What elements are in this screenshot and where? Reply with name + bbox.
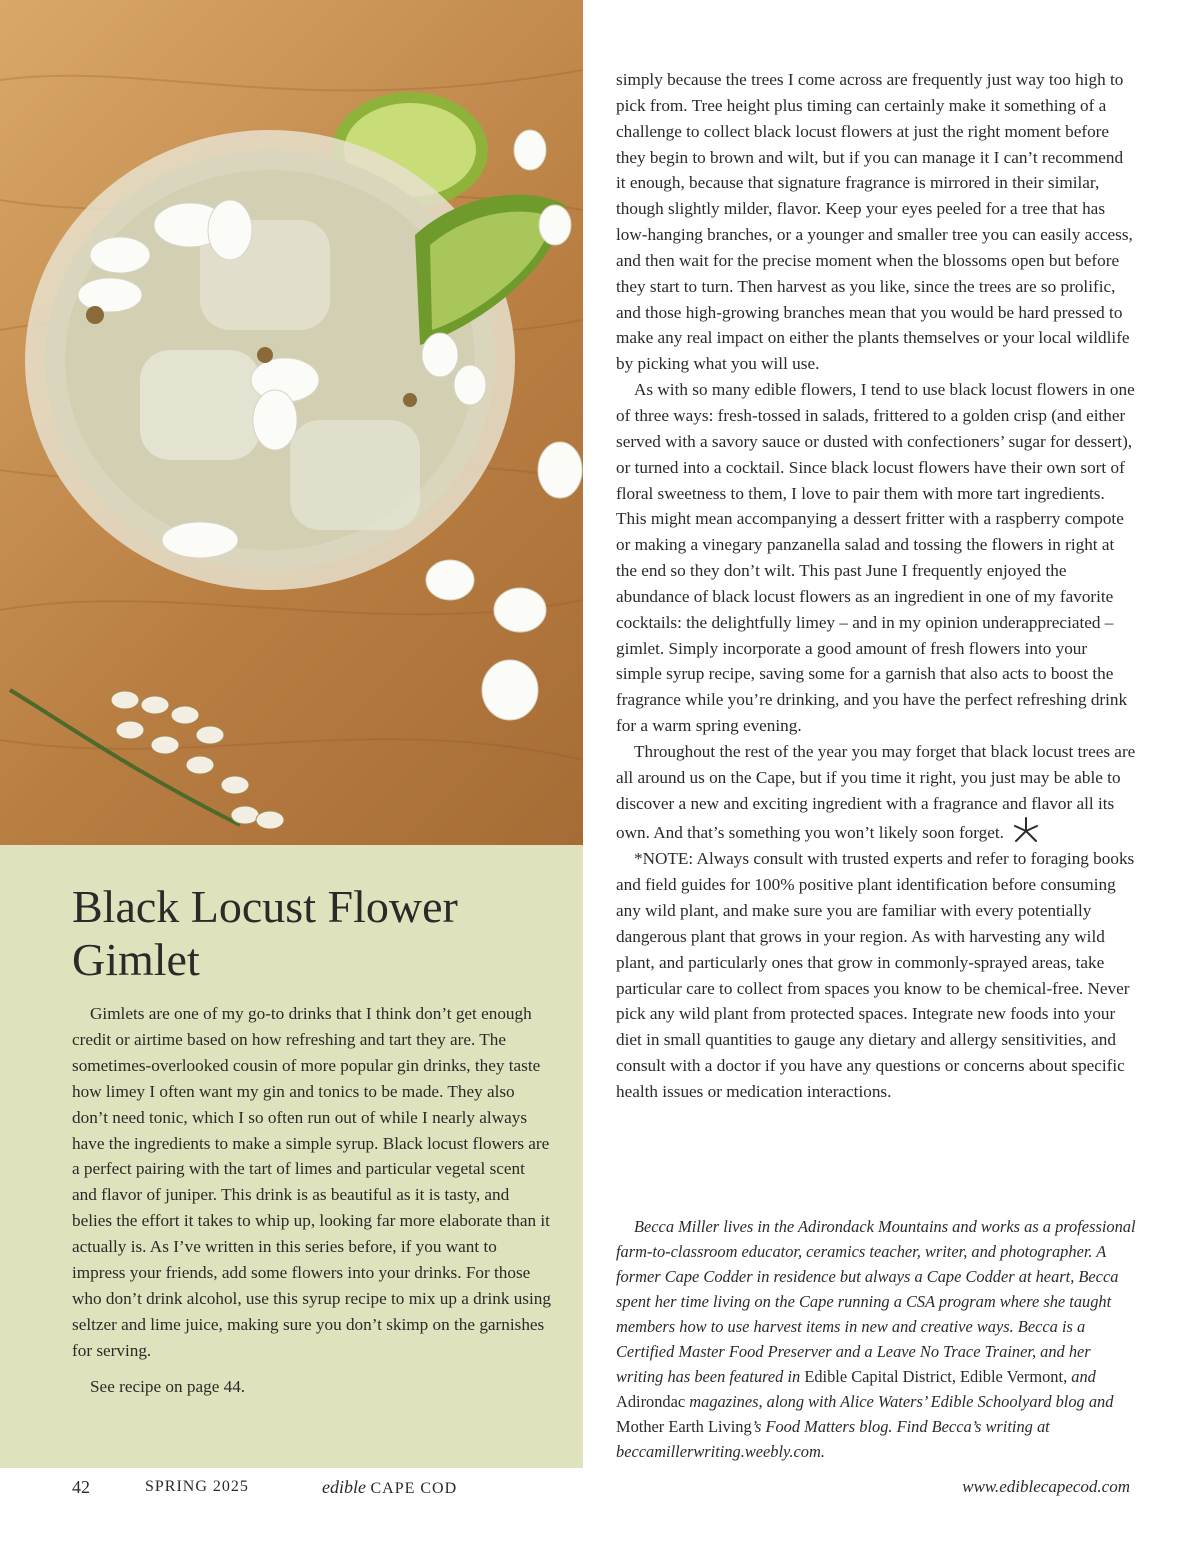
article-paragraph [616, 739, 1136, 846]
bio-text: ’s Food Matters blog. Find Becca’s writing at beccamillerwriting.weebly.com. [616, 1417, 1050, 1461]
website-link[interactable]: www.ediblecapecod.com [962, 1477, 1130, 1496]
article-paragraph: simply because the trees I come across are frequently just way too high to pick from. Tree height plus timing can certainly make it something of a challenge to collect black locust flowers at just the right moment before they begin to brown and wilt, but if you can manage it I can’t recommend it enough, because that signature fragrance is mirrored in their similar, though slightly milder, flavor. Keep your eyes peeled for a tree that has low-hanging branches, or a younger and smaller tree you can easily access, and then wait for the precise moment when the blossoms open but before they start to turn. Then harvest as you like, since the trees are so prolific, and those high-growing branches mean that you would be hard pressed to make any real impact on either the plants themselves or your local wildlife by picking what you will use. [616, 70, 1133, 374]
safety-note: *NOTE: Always consult with trusted experts and refer to foraging books and field guides for 100% positive plant identification before consuming any wild plant, and make sure you are familiar with every potentially dangerous plant that grows in your region. As with harvesting any wild plant, and particularly ones that grow in commonly-sprayed areas, take particular care to collect from spaces you know to be chemical-free. Never pick any wild plant from protected spaces. Integrate new foods into your diet in small quantities to gauge any dietary and allergy sensitivities, and consult with a doctor if you have any questions or concerns about specific health issues or medication interactions. [616, 849, 1135, 1101]
recipe-reference: See recipe on page 44. [90, 1376, 246, 1396]
author-bio [616, 1214, 1136, 1464]
bio-text: , and [1063, 1367, 1096, 1386]
publication-name: Adirondac [616, 1392, 686, 1411]
bio-paragraph [616, 1214, 1136, 1464]
recipe-title: Black Locust Flower Gimlet [72, 881, 458, 985]
publication-name: Edible Vermont [960, 1367, 1064, 1386]
issue-label: SPRING 2025 [145, 1478, 249, 1495]
bio-text: Becca Miller lives in the Adirondack Mountains and works as a professional farm-to-classroom educator, ceramics teacher, writer, and photographer. A former Cape Codder in residence but always a Cape Codder at heart, Becca spent her time living on the Cape running a CSA program where she taught members how to use harvest items in new and creative ways. Becca is a Certified Master Food Preserver and a Leave No Trace Trainer, and her writing has been featured in [616, 1217, 1136, 1386]
star-icon [1012, 816, 1040, 844]
publication-name: Edible Capital District [804, 1367, 952, 1386]
photo-illustration [0, 0, 583, 845]
bio-text: , [951, 1367, 961, 1386]
gimlet-photo [0, 0, 583, 845]
magazine-name [322, 1474, 457, 1502]
sidebar-paragraph: Gimlets are one of my go-to drinks that I think don’t get enough credit or airtime based on how refreshing and tart they are. The sometimes-overlooked cousin of more popular gin drinks, they taste how limey I often want my gin and tonics to be made. They also don’t need tonic, which I so often run out of while I nearly always have the ingredients to make a simple syrup. Black locust flowers are a perfect pairing with the tart of limes and particular vegetal scent and flavor of juniper. This drink is as beautiful as it is tasty, and belies the effort it takes to whip up, looking far more elaborate than it actually is. As I’ve written in this series before, if you want to impress your friends, add some flowers into your drinks. For those who don’t drink alcohol, use this syrup recipe to mix up a drink using seltzer and lime juice, making sure you don’t skimp on the garnishes for serving. [72, 1004, 551, 1360]
article-paragraph: As with so many edible flowers, I tend to use black locust flowers in one of three ways: fresh-tossed in salads, frittered to a golden crisp (and either served with a savory sauce or dusted with confectioners’ sugar for dessert), or turned into a cocktail. Since black locust flowers have their own sort of floral sweetness to them, I love to pair them with more tart ingredients. This might mean accompanying a dessert fritter with a raspberry compote or making a vinegary panzanella salad and tossing the flowers in right at the end so they don’t wilt. This past June I frequently enjoyed the abundance of black locust flowers as an ingredient in one of my favorite cocktails: the delightfully limey – and in my opinion underappreciated – gimlet. Simply incorporate a good amount of fresh flowers into your simple syrup recipe, saving some for a garnish that also acts to boost the fragrance while you’re drinking, and you have the perfect refreshing drink for a warm spring evening. [616, 380, 1135, 736]
publication-name: Mother Earth Living [616, 1417, 752, 1436]
bio-text: magazines, along with Alice Waters’ Edible Schoolyard blog and [685, 1392, 1114, 1411]
magazine-name-italic: edible [322, 1477, 366, 1497]
closing-text: Throughout the rest of the year you may forget that black locust trees are all around us on the Cape, but if you time it right, you just may be able to discover a new and exciting ingredient with a fragrance and flavor all its own. And that’s something you won’t likely soon forget. [616, 741, 1136, 843]
sidebar-body [72, 1001, 552, 1400]
magazine-name-caps: CAPE COD [370, 1480, 458, 1497]
page-number: 42 [72, 1477, 90, 1497]
article-column [616, 67, 1136, 1105]
